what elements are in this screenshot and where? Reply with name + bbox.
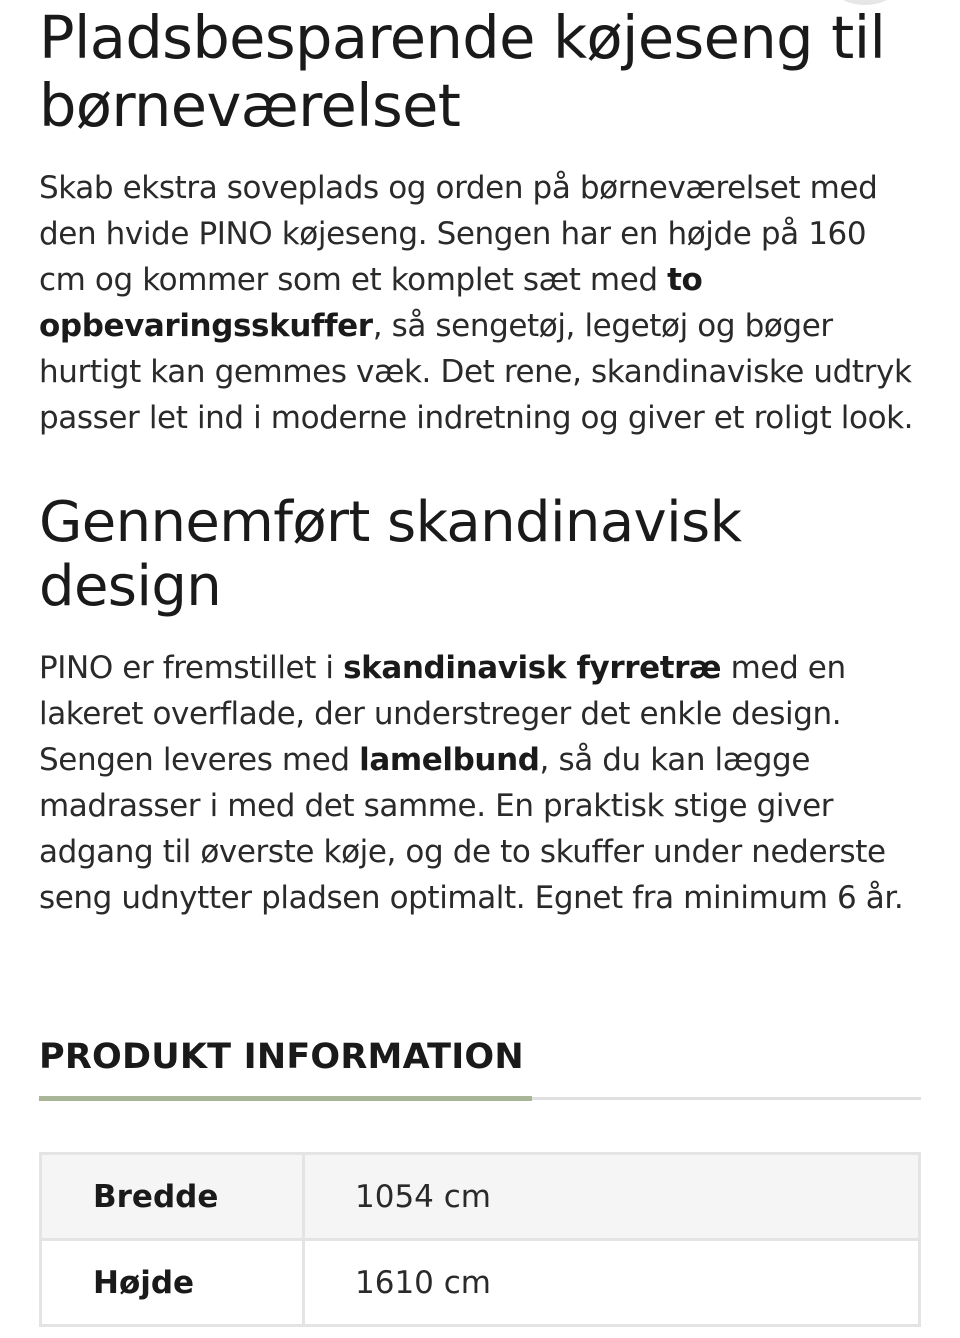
design-text-1: PINO er fremstillet i (39, 650, 344, 686)
intro-bold-storage-drawers: to opbevaringsskuffer (39, 262, 703, 344)
table-row (41, 1154, 920, 1240)
design-text-2: med en lakeret overflade, der understreger det enkle design. Sengen leveres med (39, 650, 846, 778)
intro-paragraph (39, 165, 921, 441)
product-info-active-underline (39, 1096, 532, 1101)
design-text-3: , så du kan lægge madrasser i med det samme. En praktisk stige giver adgang til øverste køje, og de to skuffer under nederste seng udnytter pladsen optimalt. Egnet fra minimum 6 år. (39, 742, 904, 916)
section-heading-design: Gennemført skandinavisk design (39, 490, 742, 619)
product-spec-table (39, 1152, 921, 1327)
design-bold-pine: skandinavisk fyrretræ (343, 650, 722, 686)
spec-label-height: Højde (41, 1240, 304, 1326)
table-row (41, 1240, 920, 1326)
spec-label-width: Bredde (41, 1154, 304, 1240)
spec-value-width: 1054 cm (304, 1154, 920, 1240)
design-bold-slats: lamelbund (359, 742, 540, 778)
article-content (39, 0, 921, 921)
design-paragraph (39, 645, 921, 921)
page-title: Pladsbesparende køjeseng til børneværelset (39, 3, 886, 140)
product-info-title[interactable]: PRODUKT INFORMATION (39, 1037, 524, 1077)
intro-text-2: , så sengetøj, legetøj og bøger hurtigt kan gemmes væk. Det rene, skandinaviske udtryk passer let ind i moderne indretning og giver et roligt look. (39, 308, 914, 436)
spec-value-height: 1610 cm (304, 1240, 920, 1326)
intro-text-1: Skab ekstra soveplads og orden på børneværelset med den hvide PINO køjeseng. Sengen har en højde på 160 cm og kommer som et komplet sæt med (39, 170, 878, 298)
